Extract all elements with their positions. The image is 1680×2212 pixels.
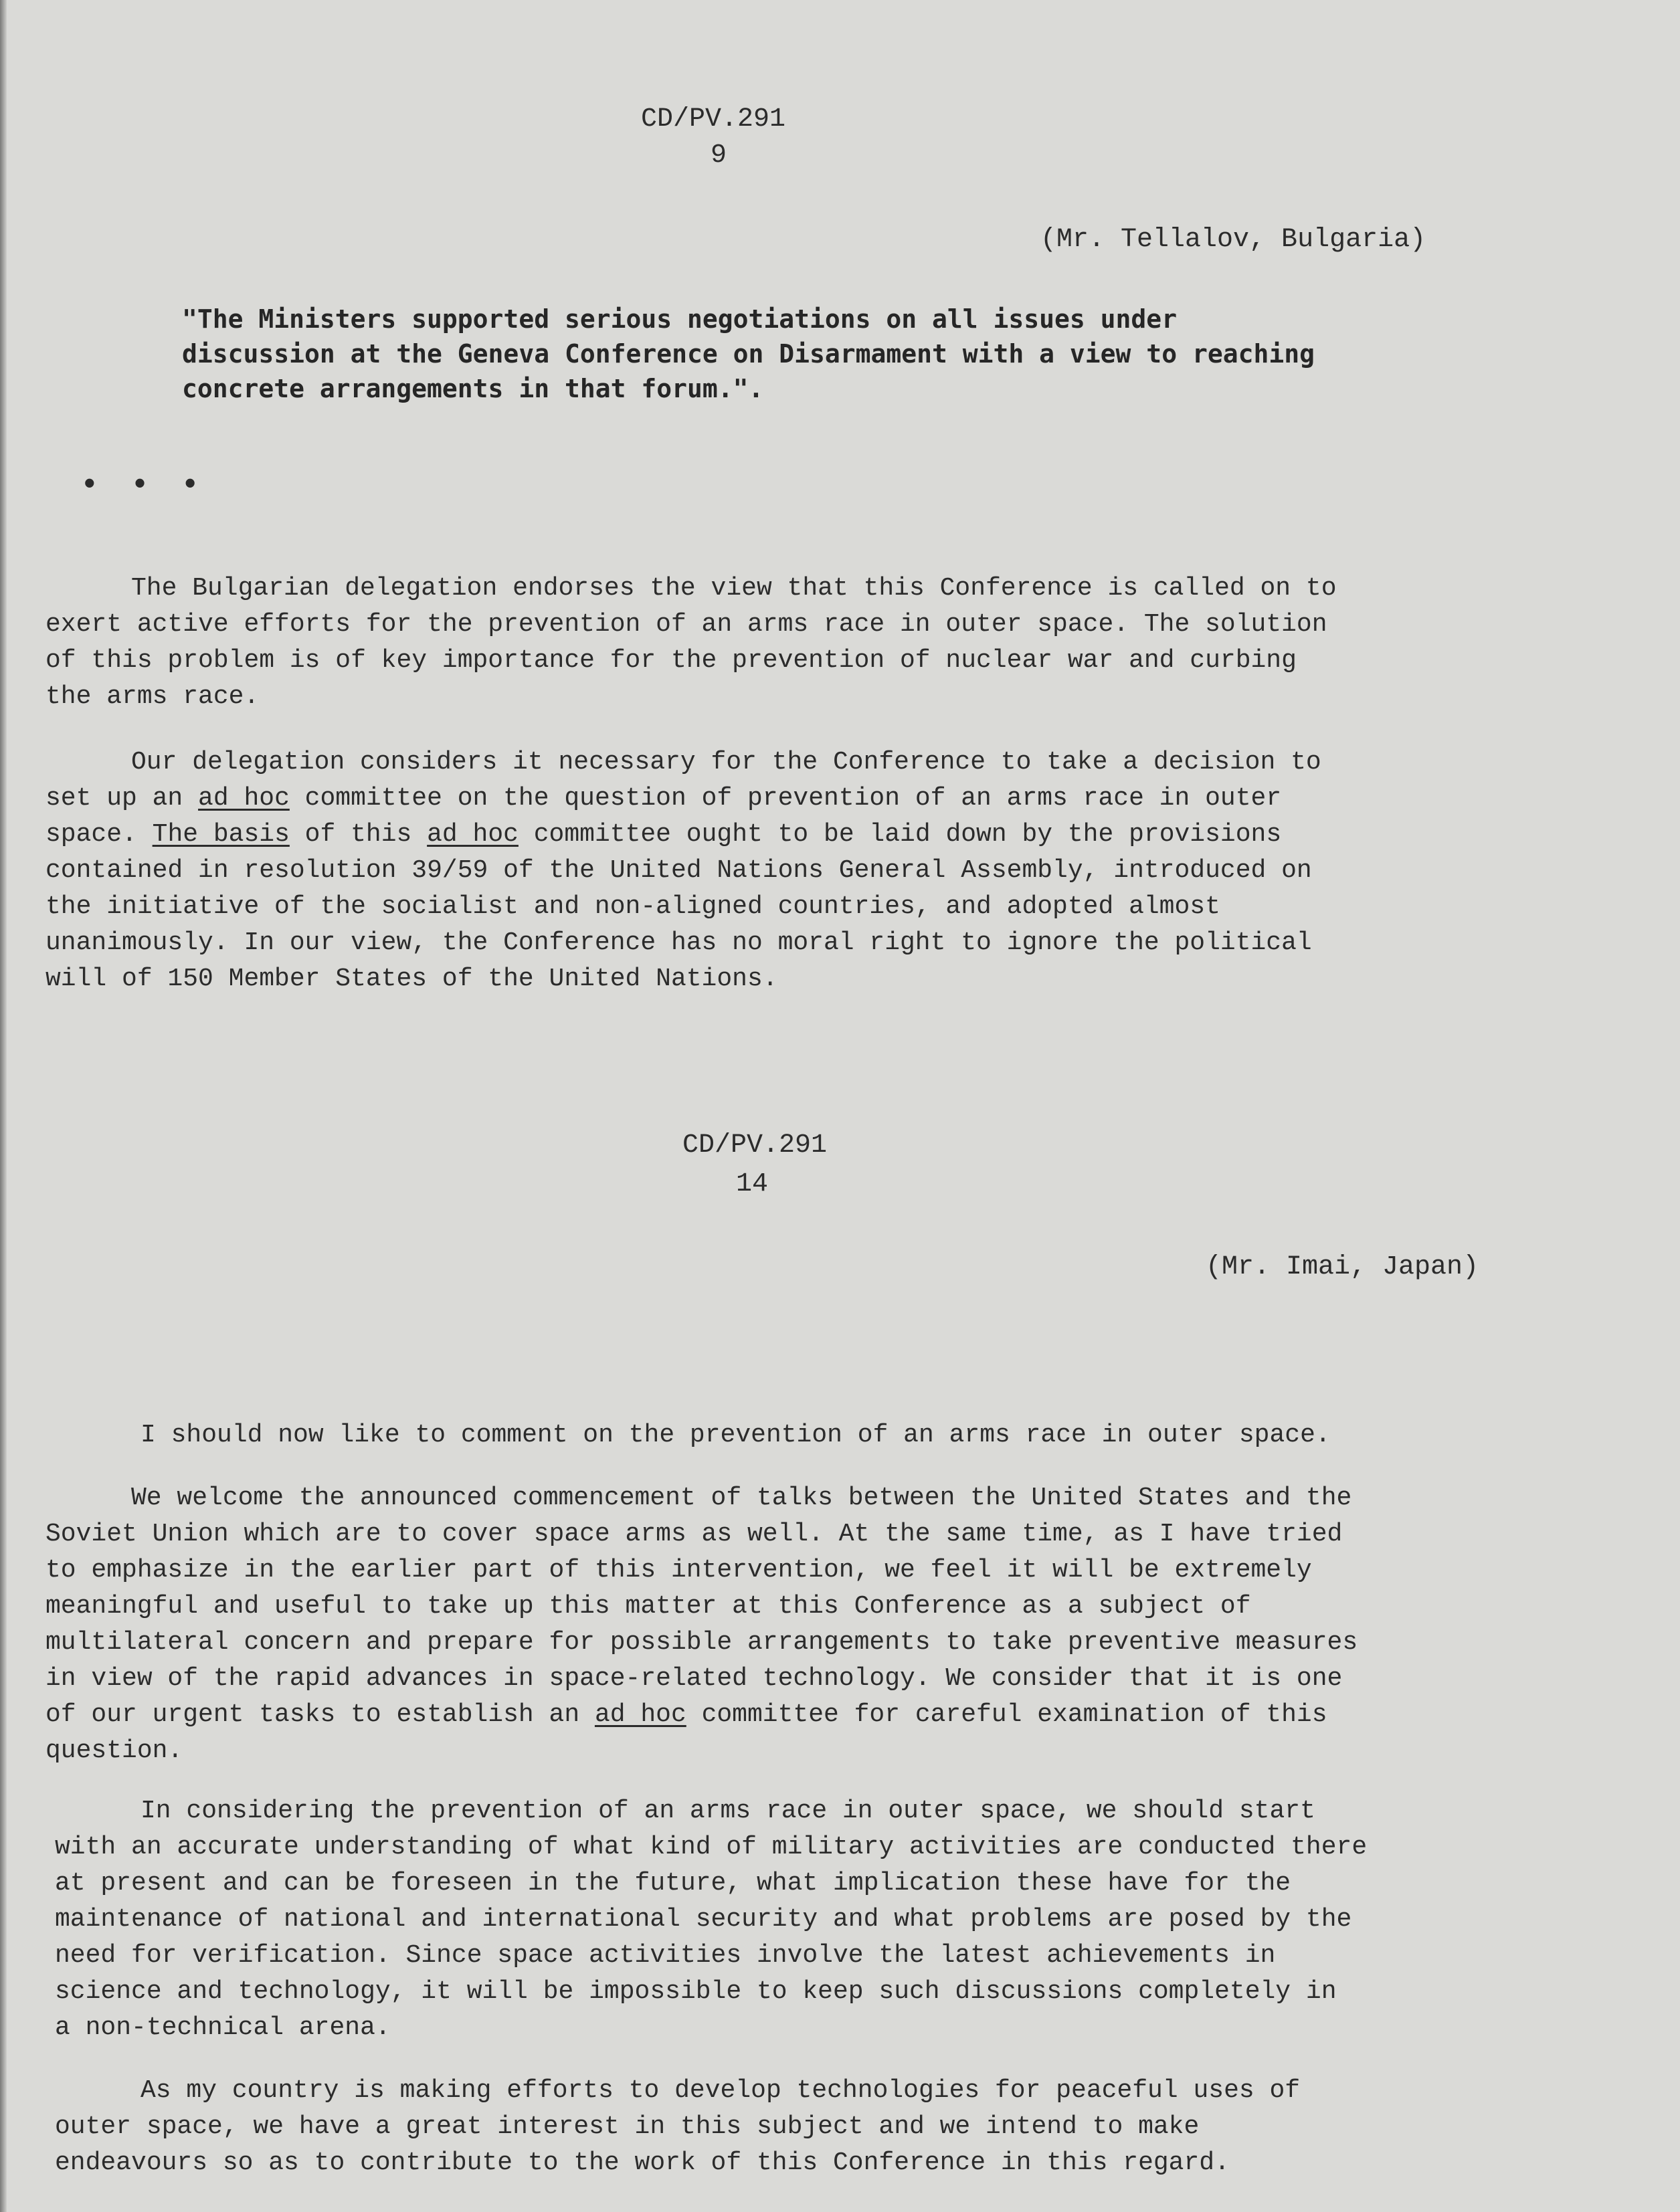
speaker-attribution [1040,227,1426,253]
text-run: of our urgent tasks to establish an [45,1700,595,1729]
paragraph-line: in view of the rapid advances in space-related technology. We consider that it is one [45,1664,1343,1693]
underlined-term: The basis [152,820,290,849]
page-number: 14 [736,1169,769,1199]
paragraph-line: As my country is making efforts to develop technologies for peaceful uses of [141,2076,1301,2105]
text-run: committee ought to be laid down by the provisions [518,820,1282,849]
paragraph-line: to emphasize in the earlier part of this intervention, we feel it will be extremely [45,1556,1312,1585]
paragraph-line: the initiative of the socialist and non-aligned countries, and adopted almost [45,892,1220,921]
ellipsis-marker: • • • [80,468,207,503]
paragraph-line: the arms race. [45,682,260,711]
underlined-term: ad hoc [594,1700,686,1729]
speaker-attribution [1206,1252,1479,1282]
quote-line: discussion at the Geneva Conference on Disarmament with a view to reaching [182,339,1315,369]
paragraph-line: need for verification. Since space activities involve the latest achievements in [55,1941,1276,1970]
paragraph-line: We welcome the announced commencement of talks between the United States and the [131,1484,1352,1512]
paragraph-line: Soviet Union which are to cover space arms as well. At the same time, as I have tried [45,1520,1343,1548]
page-number: 9 [711,140,727,171]
paragraph-line: The Bulgarian delegation endorses the view that this Conference is called on to [131,574,1337,603]
paragraph-line: of this problem is of key importance for the prevention of nuclear war and curbing [45,646,1297,675]
paragraph-line [45,1700,1327,1729]
paragraph-line: meaningful and useful to take up this matter at this Conference as a subject of [45,1592,1251,1621]
paragraph-line: a non-technical arena. [55,2013,391,2042]
underlined-term: ad hoc [198,784,290,813]
paragraph-line: with an accurate understanding of what kind of military activities are conducted there [55,1833,1368,1862]
paragraph-line: at present and can be foreseen in the future, what implication these have for the [55,1869,1291,1898]
paragraph-line [45,784,1281,813]
quote-line: concrete arrangements in that forum.". [182,374,764,403]
text-run: set up an [45,784,199,813]
doc-reference: CD/PV.291 [682,1130,828,1161]
text-run: of this [289,820,428,849]
text-run: space. [45,820,153,849]
paragraph-line: science and technology, it will be impossible to keep such discussions completely in [55,1977,1337,2006]
paragraph-line [45,820,1281,849]
page-edge-shadow [0,0,7,2212]
speaker-text: (Mr. Tellalov, Bulgaria) [1040,225,1426,255]
paragraph-line: exert active efforts for the prevention of an arms race in outer space. The solution [45,610,1327,639]
paragraph-line: multilateral concern and prepare for possible arrangements to take preventive measures [45,1628,1358,1657]
text-run: committee for careful examination of this [686,1700,1327,1729]
paragraph-line: maintenance of national and international security and what problems are posed by the [55,1905,1352,1934]
paragraph-line: Our delegation considers it necessary for the Conference to take a decision to [131,748,1321,777]
doc-reference: CD/PV.291 [641,104,786,134]
quote-line: "The Ministers supported serious negotiations on all issues under [182,304,1178,334]
paragraph-line: question. [45,1736,183,1765]
speaker-text: (Mr. Imai, Japan) [1206,1252,1479,1282]
paragraph-line: outer space, we have a great interest in this subject and we intend to make [55,2112,1200,2141]
text-run: committee on the question of prevention of an arms race in outer [289,784,1282,813]
paragraph-line: In considering the prevention of an arms race in outer space, we should start [141,1797,1315,1825]
paragraph-line: will of 150 Member States of the United Nations. [45,965,778,993]
paragraph-line: contained in resolution 39/59 of the United Nations General Assembly, introduced on [45,856,1312,885]
underlined-term: ad hoc [427,820,519,849]
paragraph-line: unanimously. In our view, the Conference has no moral right to ignore the political [45,928,1312,957]
paragraph-line: endeavours so as to contribute to the work of this Conference in this regard. [55,2148,1230,2177]
paragraph-line: I should now like to comment on the prevention of an arms race in outer space. [141,1421,1331,1449]
